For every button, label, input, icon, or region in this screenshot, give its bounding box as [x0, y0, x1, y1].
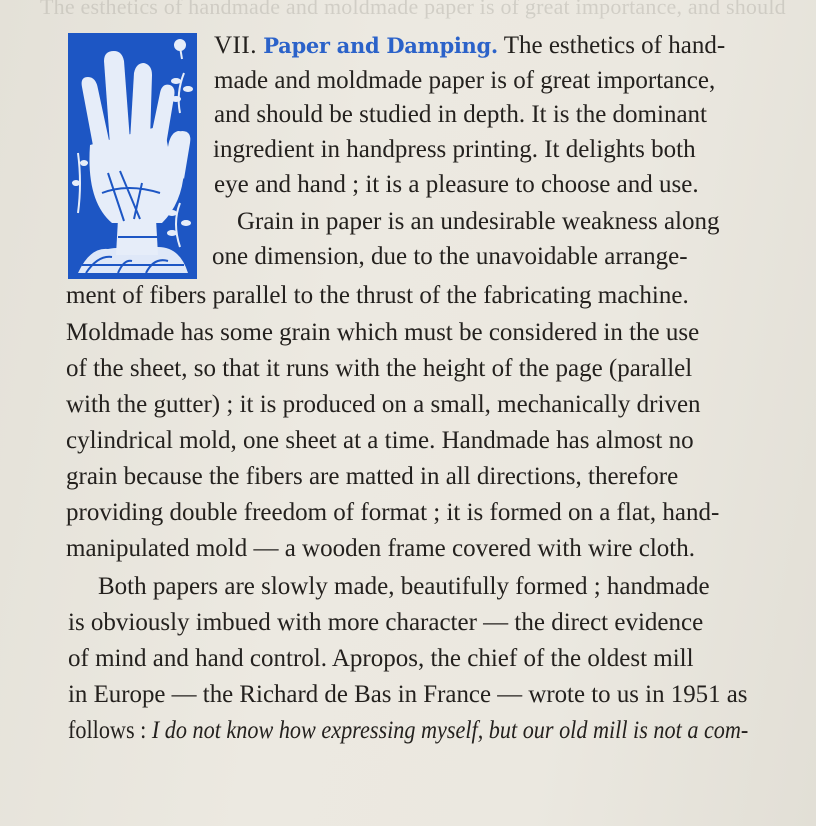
text-line: providing double freedom of format ; it is formed on a flat, hand-: [66, 499, 720, 526]
text-line: grain because the fibers are matted in all directions, therefore: [66, 463, 679, 490]
section-title: Paper and Damping.: [263, 33, 498, 58]
bleed-through-text: The esthetics of handmade and moldmade paper is of great importance, and should: [40, 0, 786, 19]
text-line: ment of fibers parallel to the thrust of the fabricating machine.: [66, 282, 689, 309]
decorated-initial: [68, 33, 197, 279]
text-line: Both papers are slowly made, beautifully formed ; handmade: [98, 573, 710, 600]
text-line: of the sheet, so that it runs with the height of the page (parallel: [66, 355, 693, 382]
text-line: and should be studied in depth. It is the dominant: [214, 101, 707, 128]
text-line: The esthetics of hand-: [503, 32, 726, 59]
text-line: eye and hand ; it is a pleasure to choose and use.: [214, 171, 699, 198]
text-line: in Europe — the Richard de Bas in France — wrote to us in 1951 as: [68, 681, 748, 708]
text-line: of mind and hand control. Apropos, the chief of the oldest mill: [68, 645, 694, 672]
hand-woodcut-icon: [68, 33, 197, 279]
text-line: Moldmade has some grain which must be considered in the use: [66, 319, 700, 346]
text-line: ingredient in handpress printing. It delights both: [213, 136, 696, 163]
section-number: VII.: [214, 32, 257, 59]
text-line: made and moldmade paper is of great importance,: [214, 67, 716, 94]
text-line: one dimension, due to the unavoidable arrange-: [212, 243, 688, 270]
text-line: [68, 716, 748, 746]
text-span: follows :: [68, 717, 152, 744]
heading-line: [214, 31, 725, 61]
text-line: is obviously imbued with more character — the direct evidence: [68, 609, 704, 636]
text-line: Grain in paper is an undesirable weakness along: [237, 208, 720, 235]
text-line: with the gutter) ; it is produced on a small, mechanically driven: [66, 391, 701, 418]
text-line: manipulated mold — a wooden frame covered with wire cloth.: [66, 535, 695, 562]
text-line: cylindrical mold, one sheet at a time. Handmade has almost no: [66, 427, 694, 454]
quoted-italic-text: I do not know how expressing myself, but our old mill is not a com-: [151, 717, 749, 744]
